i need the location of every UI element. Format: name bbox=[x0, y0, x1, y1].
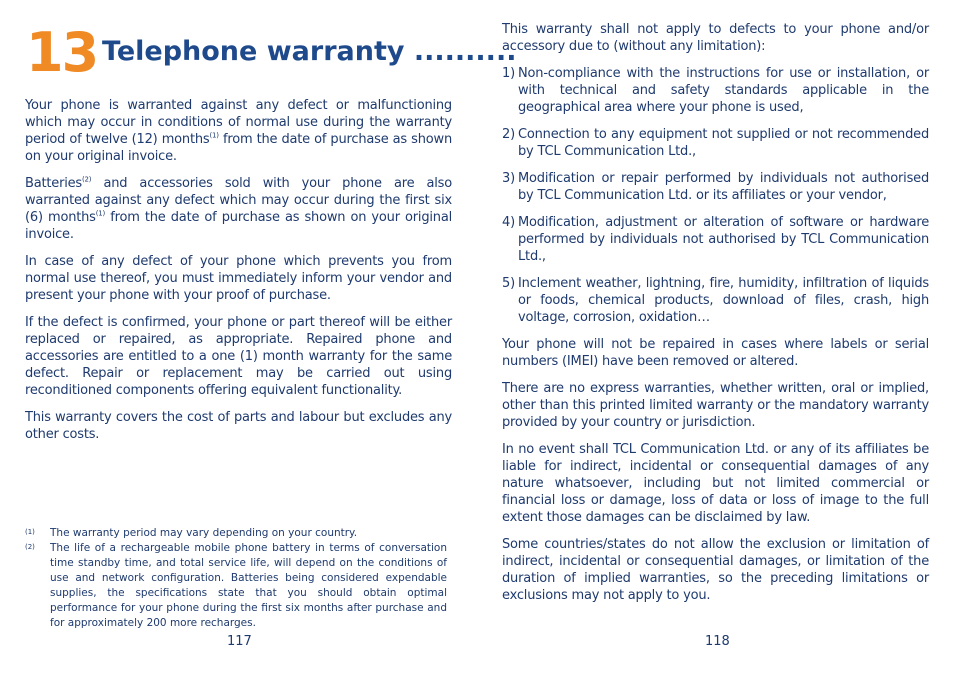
footnote bbox=[25, 541, 447, 631]
paragraph-warranty-period: Your phone is warranted against any defect or malfunctioning which may occur in conditions of normal use during the warranty period of twelve (12) months$^{(1)}$ from the date of purchase as shown on your original invoice. bbox=[25, 98, 452, 164]
footnote-mark: (2) bbox=[25, 543, 35, 551]
paragraph-coverage: This warranty covers the cost of parts and labour but excludes any other costs. bbox=[25, 410, 452, 442]
paragraph-jurisdiction: Some countries/states do not allow the exclusion or limitation of indirect, incidental or consequential damages, or limitation of the duration of implied warranties, so the preceding limitations or exclusions may not apply to you. bbox=[502, 537, 929, 603]
footnote-ref: (1) bbox=[209, 131, 219, 140]
footnote-text: The life of a rechargeable mobile phone battery in terms of conversation time standby time, and total service life, will depend on the conditions of use and network configuration. Batteries being considered expendable supplies, the specifications state that you should obtain optimal performance for your phone during the first six months after purchase and for approximately 200 more recharges. bbox=[50, 542, 447, 629]
paragraph-batteries: Batteries$^{(2)}$ and accessories sold with your phone are also warranted against any defect which may occur during the first six (6) months$^{(1)}$ from the date of purchase as shown on your original invoice. bbox=[25, 175, 452, 242]
paragraph-labels-removed: Your phone will not be repaired in cases where labels or serial numbers (IMEI) have been removed or altered. bbox=[502, 337, 929, 369]
paragraph-repair: If the defect is confirmed, your phone or part thereof will be either replaced or repaired, as appropriate. Repaired phone and accessories are entitled to a one (1) month warranty for the same defect. Repair or replacement may be carried out using reconditioned components offering equivalent functionality. bbox=[25, 315, 452, 398]
footnote-ref: (2) bbox=[82, 175, 92, 184]
exclusions-list bbox=[502, 65, 929, 326]
footnote-ref: (1) bbox=[95, 209, 106, 218]
footnote bbox=[25, 526, 447, 541]
right-body bbox=[502, 21, 929, 614]
footnotes bbox=[25, 526, 447, 631]
paragraph-no-express-warranties: There are no express warranties, whether written, oral or implied, other than this printed limited warranty or the mandatory warranty provided by your country or jurisdiction. bbox=[502, 381, 929, 430]
page-number: 117 bbox=[227, 634, 252, 649]
footnote-text: The warranty period may vary depending on your country. bbox=[50, 527, 358, 539]
list-item: 3) Modification or repair performed by individuals not authorised by TCL Communication Ltd. or its affiliates or your vendor, bbox=[502, 171, 929, 203]
paragraph-liability: In no event shall TCL Communication Ltd. or any of its affiliates be liable for indirect, incidental or consequential damages of any nature whatsoever, including but not limited commercial or financial loss or damage, loss of data or loss of image to the full extent those damages can be disclaimed by law. bbox=[502, 442, 929, 525]
chapter-number: 13 bbox=[26, 21, 98, 84]
paragraph-exclusions-intro: This warranty shall not apply to defects to your phone and/or accessory due to (without any limitation): bbox=[502, 22, 929, 54]
right-page bbox=[477, 0, 954, 678]
list-item: 2) Connection to any equipment not supplied or not recommended by TCL Communication Ltd., bbox=[502, 127, 929, 159]
chapter-title: Telephone warranty .......... bbox=[102, 36, 517, 67]
paragraph-defect-notice: In case of any defect of your phone which prevents you from normal use thereof, you must immediately inform your vendor and present your phone with your proof of purchase. bbox=[25, 254, 452, 303]
list-item: 5) Inclement weather, lightning, fire, humidity, infiltration of liquids or foods, chemical products, download of files, crash, high voltage, corrosion, oxidation… bbox=[502, 276, 929, 325]
list-item: 4) Modification, adjustment or alteration of software or hardware performed by individuals not authorised by TCL Communication Ltd., bbox=[502, 215, 929, 264]
page-number: 118 bbox=[705, 634, 730, 649]
left-body bbox=[25, 97, 452, 453]
footnote-mark: (1) bbox=[25, 528, 35, 536]
list-item: 1) Non-compliance with the instructions for use or installation, or with technical and safety standards applicable in the geographical area where your phone is used, bbox=[502, 66, 929, 115]
